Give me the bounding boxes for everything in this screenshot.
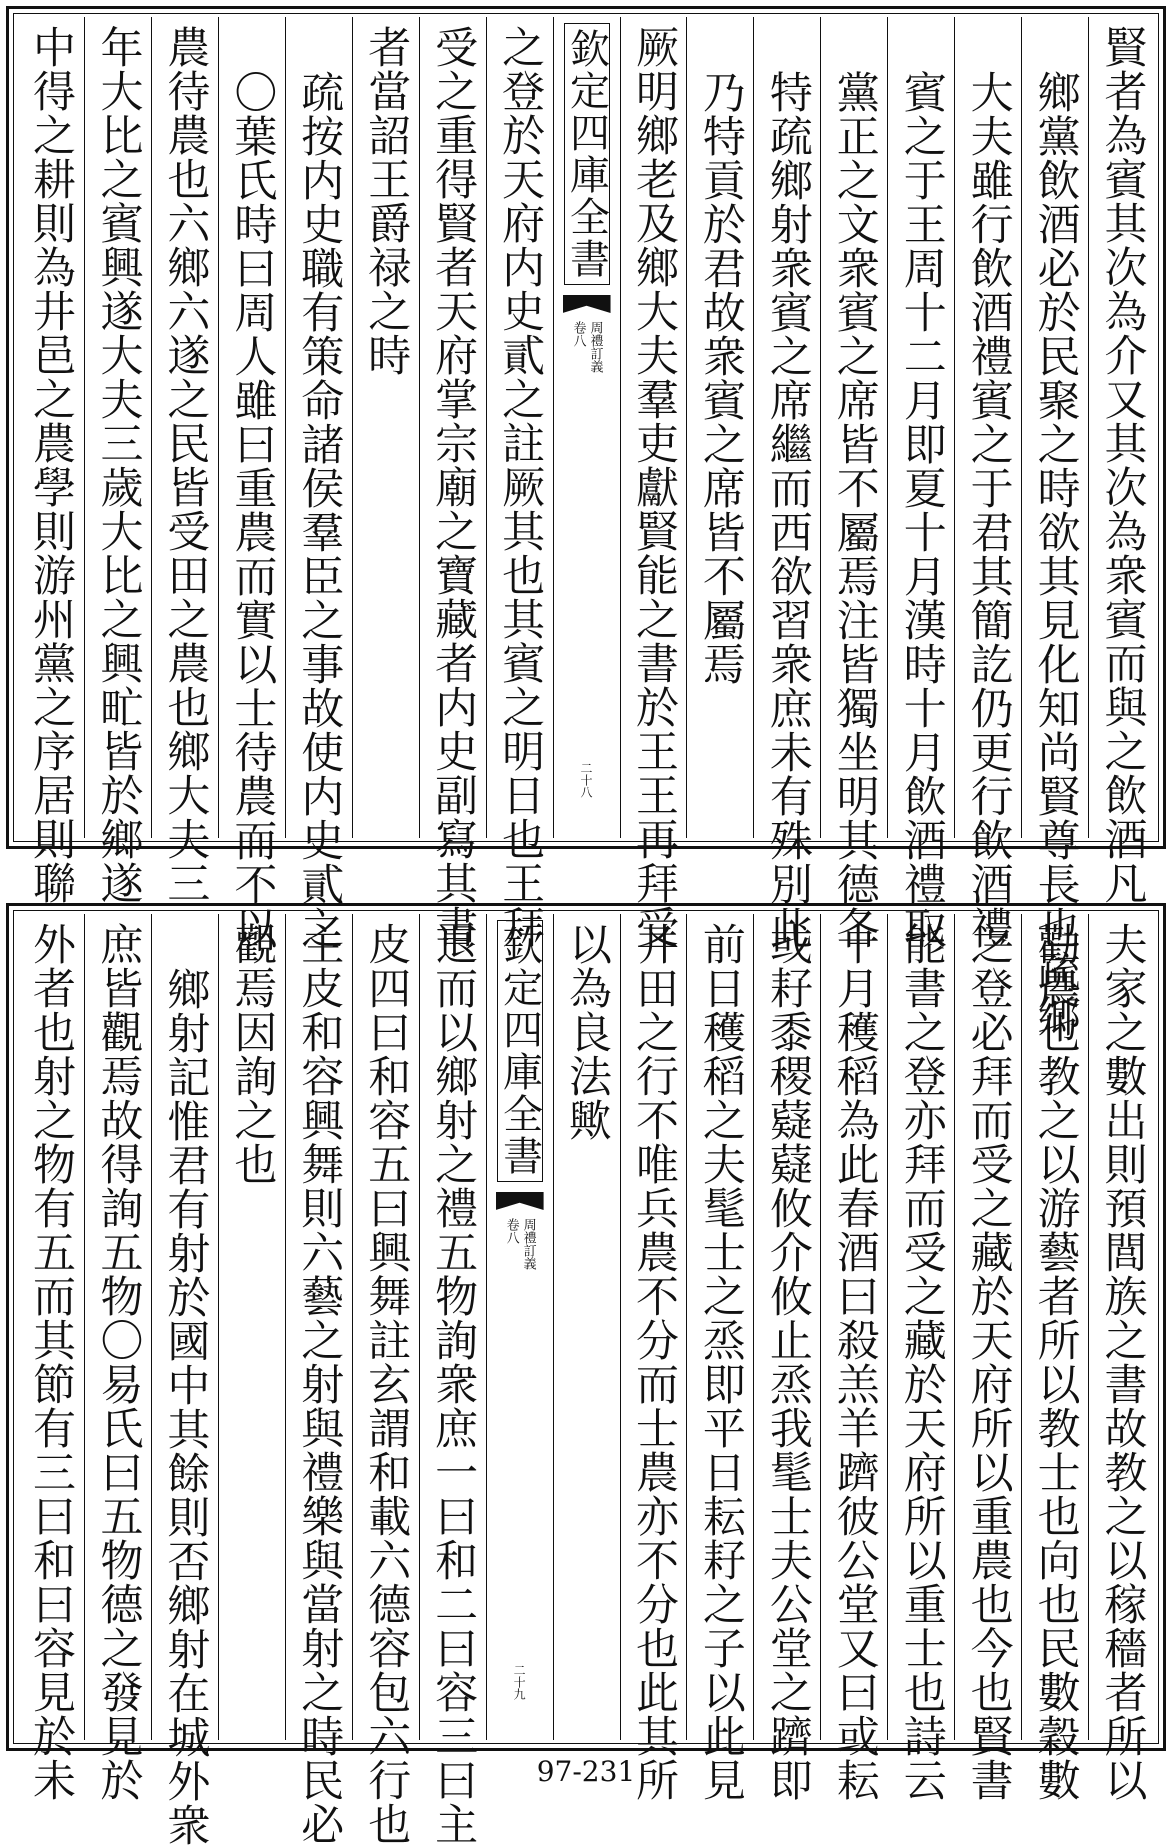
column-text: 之登於天府内史貳之註厥其也其賓之明日也王拜 <box>495 25 546 949</box>
column-text: 能書之登亦拜而受之藏於天府所以重士也詩云 <box>896 922 947 1802</box>
column-text: 以為良法歟 <box>562 922 613 1142</box>
column-text: 年大比之賓興遂大夫三歲大比之興甿皆於鄉遂 <box>93 25 144 905</box>
text-column <box>1021 914 1088 1802</box>
text-column <box>1088 914 1155 1802</box>
text-column <box>753 914 820 1802</box>
column-text: 黨正之文衆賓之席皆不屬焉注皆獨坐明其德各 <box>829 70 880 950</box>
text-column <box>84 17 151 905</box>
column-text: 或耔黍稷薿薿攸介攸止烝我髦士夫公堂之躋即 <box>762 922 813 1802</box>
column-text: 中得之耕則為井邑之農學則游州黨之序居則聯 <box>26 25 77 905</box>
page-number: 二十九 <box>512 1664 527 1700</box>
volume-number: 卷八 <box>503 1218 519 1244</box>
text-column <box>352 914 419 1846</box>
column-text: 皮四曰和容五曰興舞註玄謂和載六德容包六行也 <box>361 922 412 1846</box>
text-column <box>17 17 84 905</box>
text-column <box>17 914 84 1802</box>
text-column <box>151 914 218 1847</box>
volume-meta <box>505 1218 535 1368</box>
center-margin <box>486 914 553 1740</box>
column-text: 農待農也六鄉六遂之民皆受田之農也鄉大夫三 <box>160 25 211 905</box>
column-text: 十月穫稻為此春酒曰殺羔羊躋彼公堂又曰或耘 <box>829 922 880 1802</box>
volume-number: 卷八 <box>570 321 586 347</box>
center-margin <box>553 17 620 838</box>
text-column <box>753 17 820 950</box>
text-column <box>686 914 753 1802</box>
column-text: 庶皆觀焉故得詢五物〇易氏曰五物德之發見於 <box>93 922 144 1802</box>
column-text: 〇葉氏時曰周人雖曰重農而實以士待農而不以 <box>227 70 278 950</box>
text-column <box>352 17 419 838</box>
fish-tail-mark-icon <box>496 1192 544 1210</box>
text-column <box>84 914 151 1802</box>
text-column <box>218 17 285 950</box>
fish-tail-mark-icon <box>563 295 611 313</box>
column-text: 夫家之數出則預閭族之書故教之以稼穡者所以 <box>1097 922 1148 1802</box>
page-number: 二十八 <box>579 762 594 798</box>
column-text: 特疏鄉射衆賓之席繼而西欲習衆庶未有殊別此 <box>762 70 813 950</box>
column-text: 外者也射之物有五而其節有三曰和曰容見於未 <box>26 922 77 1802</box>
text-column <box>1088 17 1155 905</box>
book-title: 欽定四庫全書 <box>497 920 543 1182</box>
text-column <box>419 914 486 1846</box>
volume-meta <box>572 321 602 471</box>
page-footer-number: 97-231 <box>536 1755 636 1788</box>
column-text: 受之重得賢者天府掌宗廟之寶藏者内史副寫其書 <box>428 25 479 949</box>
text-column <box>820 17 887 950</box>
column-text: 主皮和容興舞則六藝之射與禮樂與當射之時民必 <box>294 922 345 1846</box>
text-column <box>218 914 285 1740</box>
column-text: 退而以鄉射之禮五物詢衆庶一曰和二曰容三曰主 <box>428 922 479 1846</box>
text-column <box>620 914 687 1802</box>
text-column <box>1021 17 1088 1038</box>
column-text: 厥明鄉老及鄉大夫羣吏獻賢能之書於王王再拜受 <box>628 25 679 949</box>
text-column <box>954 914 1021 1802</box>
text-column <box>553 914 620 1740</box>
column-text: 乃特貢於君故衆賓之席皆不屬焉 <box>695 70 746 686</box>
column-text: 賢者為賓其次為介又其次為衆賓而與之飲酒凡 <box>1097 25 1148 905</box>
text-column <box>620 17 687 949</box>
text-column <box>486 17 553 949</box>
text-column <box>954 17 1021 950</box>
column-text: 觀焉因詢之也 <box>227 922 278 1186</box>
column-text: 者當詔王爵禄之時 <box>361 25 412 377</box>
text-column <box>686 17 753 838</box>
text-column <box>151 17 218 905</box>
column-text: 之登必拜而受之藏於天府所以重農也今也賢書 <box>963 922 1014 1802</box>
column-text: 大夫雖行飲酒禮賓之于君其簡訖仍更行飲酒禮 <box>963 70 1014 950</box>
text-column <box>285 17 352 950</box>
column-text: 井田之行不唯兵農不分而士農亦不分也此其所 <box>628 922 679 1802</box>
column-text: 疏按内史職有策命諸侯羣臣之事故使内史貳之 <box>294 70 345 950</box>
column-text: 鄉射記惟君有射於國中其餘則否鄉射在城外衆 <box>160 967 211 1847</box>
work-title: 周禮訂義 <box>520 1218 536 1270</box>
text-column <box>820 914 887 1802</box>
text-column <box>419 17 486 949</box>
column-text: 鄉黨飲酒必於民聚之時欲其見化知尚賢尊長也疏鄉 <box>1030 70 1081 1038</box>
text-column <box>887 17 954 950</box>
column-text: 賓之于王周十二月即夏十月漢時十月飲酒禮取 <box>896 70 947 950</box>
column-text: 勸農也教之以游藝者所以教士也向也民數穀數 <box>1030 922 1081 1802</box>
text-column <box>285 914 352 1846</box>
column-text: 前日穫稻之夫髦士之烝即平日耘耔之子以此見 <box>695 922 746 1802</box>
text-column <box>887 914 954 1802</box>
work-title: 周禮訂義 <box>587 321 603 373</box>
book-title: 欽定四庫全書 <box>564 23 610 285</box>
